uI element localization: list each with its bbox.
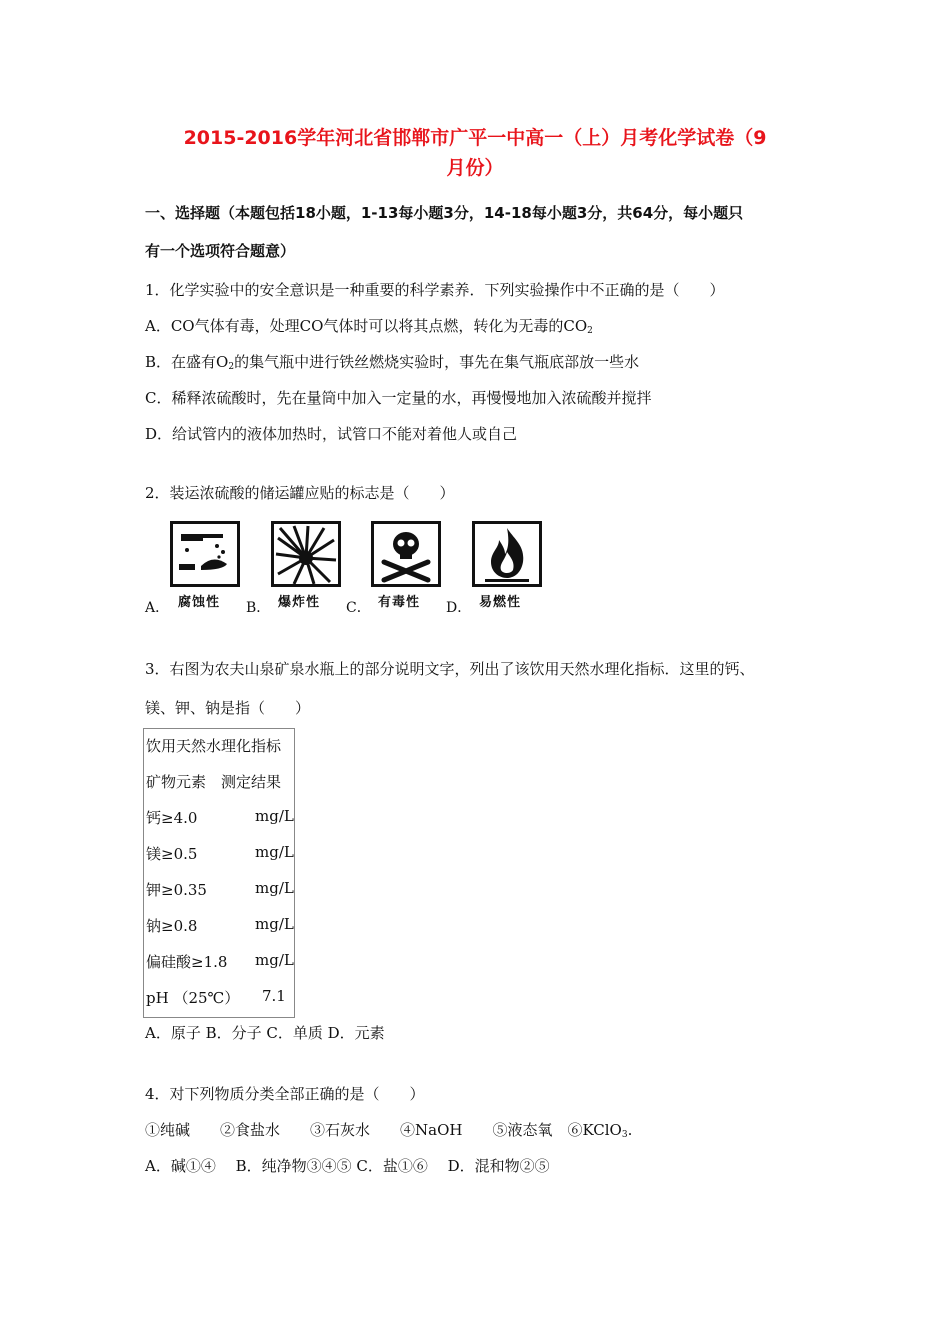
skull-crossbones-icon: [371, 521, 441, 587]
q2-option-c-letter: C．: [346, 600, 371, 616]
exam-title-line1: 2015-2016学年河北省邯郸市广平一中高一（上）月考化学试卷（9: [183, 127, 767, 149]
table-row: 钠≥0.8 mg/L: [146, 915, 294, 935]
section-heading-line1: 一、选择题（本题包括18小题，1-13每小题3分，14-18每小题3分，共64分，每小题只: [145, 204, 744, 222]
exam-title-line2: 月份）: [446, 157, 504, 179]
explosive-icon: [271, 521, 341, 587]
flame-icon: [472, 521, 542, 587]
water-index-table: [143, 728, 295, 1018]
q2-option-b-letter: B．: [246, 600, 271, 616]
corrosive-icon: [170, 521, 240, 587]
q1-stem: 1．化学实验中的安全意识是一种重要的科学素养．下列实验操作中不正确的是（ ）: [145, 281, 725, 299]
table-row: 钙≥4.0 mg/L: [146, 807, 294, 827]
table-title: 饮用天然水理化指标: [146, 737, 282, 755]
q3-options: A．原子 B．分子 C．单质 D．元素: [145, 1024, 385, 1042]
q2-option-a-label: 腐蚀性: [178, 595, 221, 610]
q4-options: A．碱①④ B．纯净物③④⑤ C．盐①⑥ D．混和物②⑤: [145, 1157, 550, 1175]
q1-option-d: D．给试管内的液体加热时，试管口不能对着他人或自己: [145, 425, 518, 443]
table-row: pH （25℃） 7.1: [146, 987, 286, 1007]
q2-stem: 2．装运浓硫酸的储运罐应贴的标志是（ ）: [145, 484, 455, 502]
section-heading-line2: 有一个选项符合题意）: [145, 242, 296, 260]
q4-stem: 4．对下列物质分类全部正确的是（ ）: [145, 1085, 425, 1103]
q2-option-c-label: 有毒性: [378, 595, 421, 610]
q3-stem-line1: 3．右图为农夫山泉矿泉水瓶上的部分说明文字，列出了该饮用天然水理化指标．这里的钙、: [145, 660, 755, 678]
q2-option-d-label: 易燃性: [479, 595, 522, 610]
q2-option-b-label: 爆炸性: [278, 595, 321, 610]
q1-option-c: C．稀释浓硫酸时，先在量筒中加入一定量的水，再慢慢地加入浓硫酸并搅拌: [145, 389, 652, 407]
table-header: 矿物元素 测定结果: [146, 773, 282, 791]
q2-option-a-letter: A．: [145, 600, 170, 616]
q1-option-b: B．在盛有$O_2$的集气瓶中进行铁丝燃烧实验时，事先在集气瓶底部放一些水: [145, 353, 640, 372]
q4-items: ①纯碱 ②食盐水 ③石灰水 ④NaOH ⑤液态氧 ⑥KClO$_3$.: [145, 1121, 633, 1140]
q2-option-d-letter: D．: [446, 600, 472, 616]
table-row: 镁≥0.5 mg/L: [146, 843, 294, 863]
q1-option-a: A．CO气体有毒，处理CO气体时可以将其点燃，转化为无毒的$CO_2$: [145, 317, 593, 336]
q3-stem-line2: 镁、钾、钠是指（ ）: [145, 699, 311, 717]
table-row: 钾≥0.35 mg/L: [146, 879, 294, 899]
table-row: 偏硅酸≥1.8 mg/L: [146, 951, 294, 971]
